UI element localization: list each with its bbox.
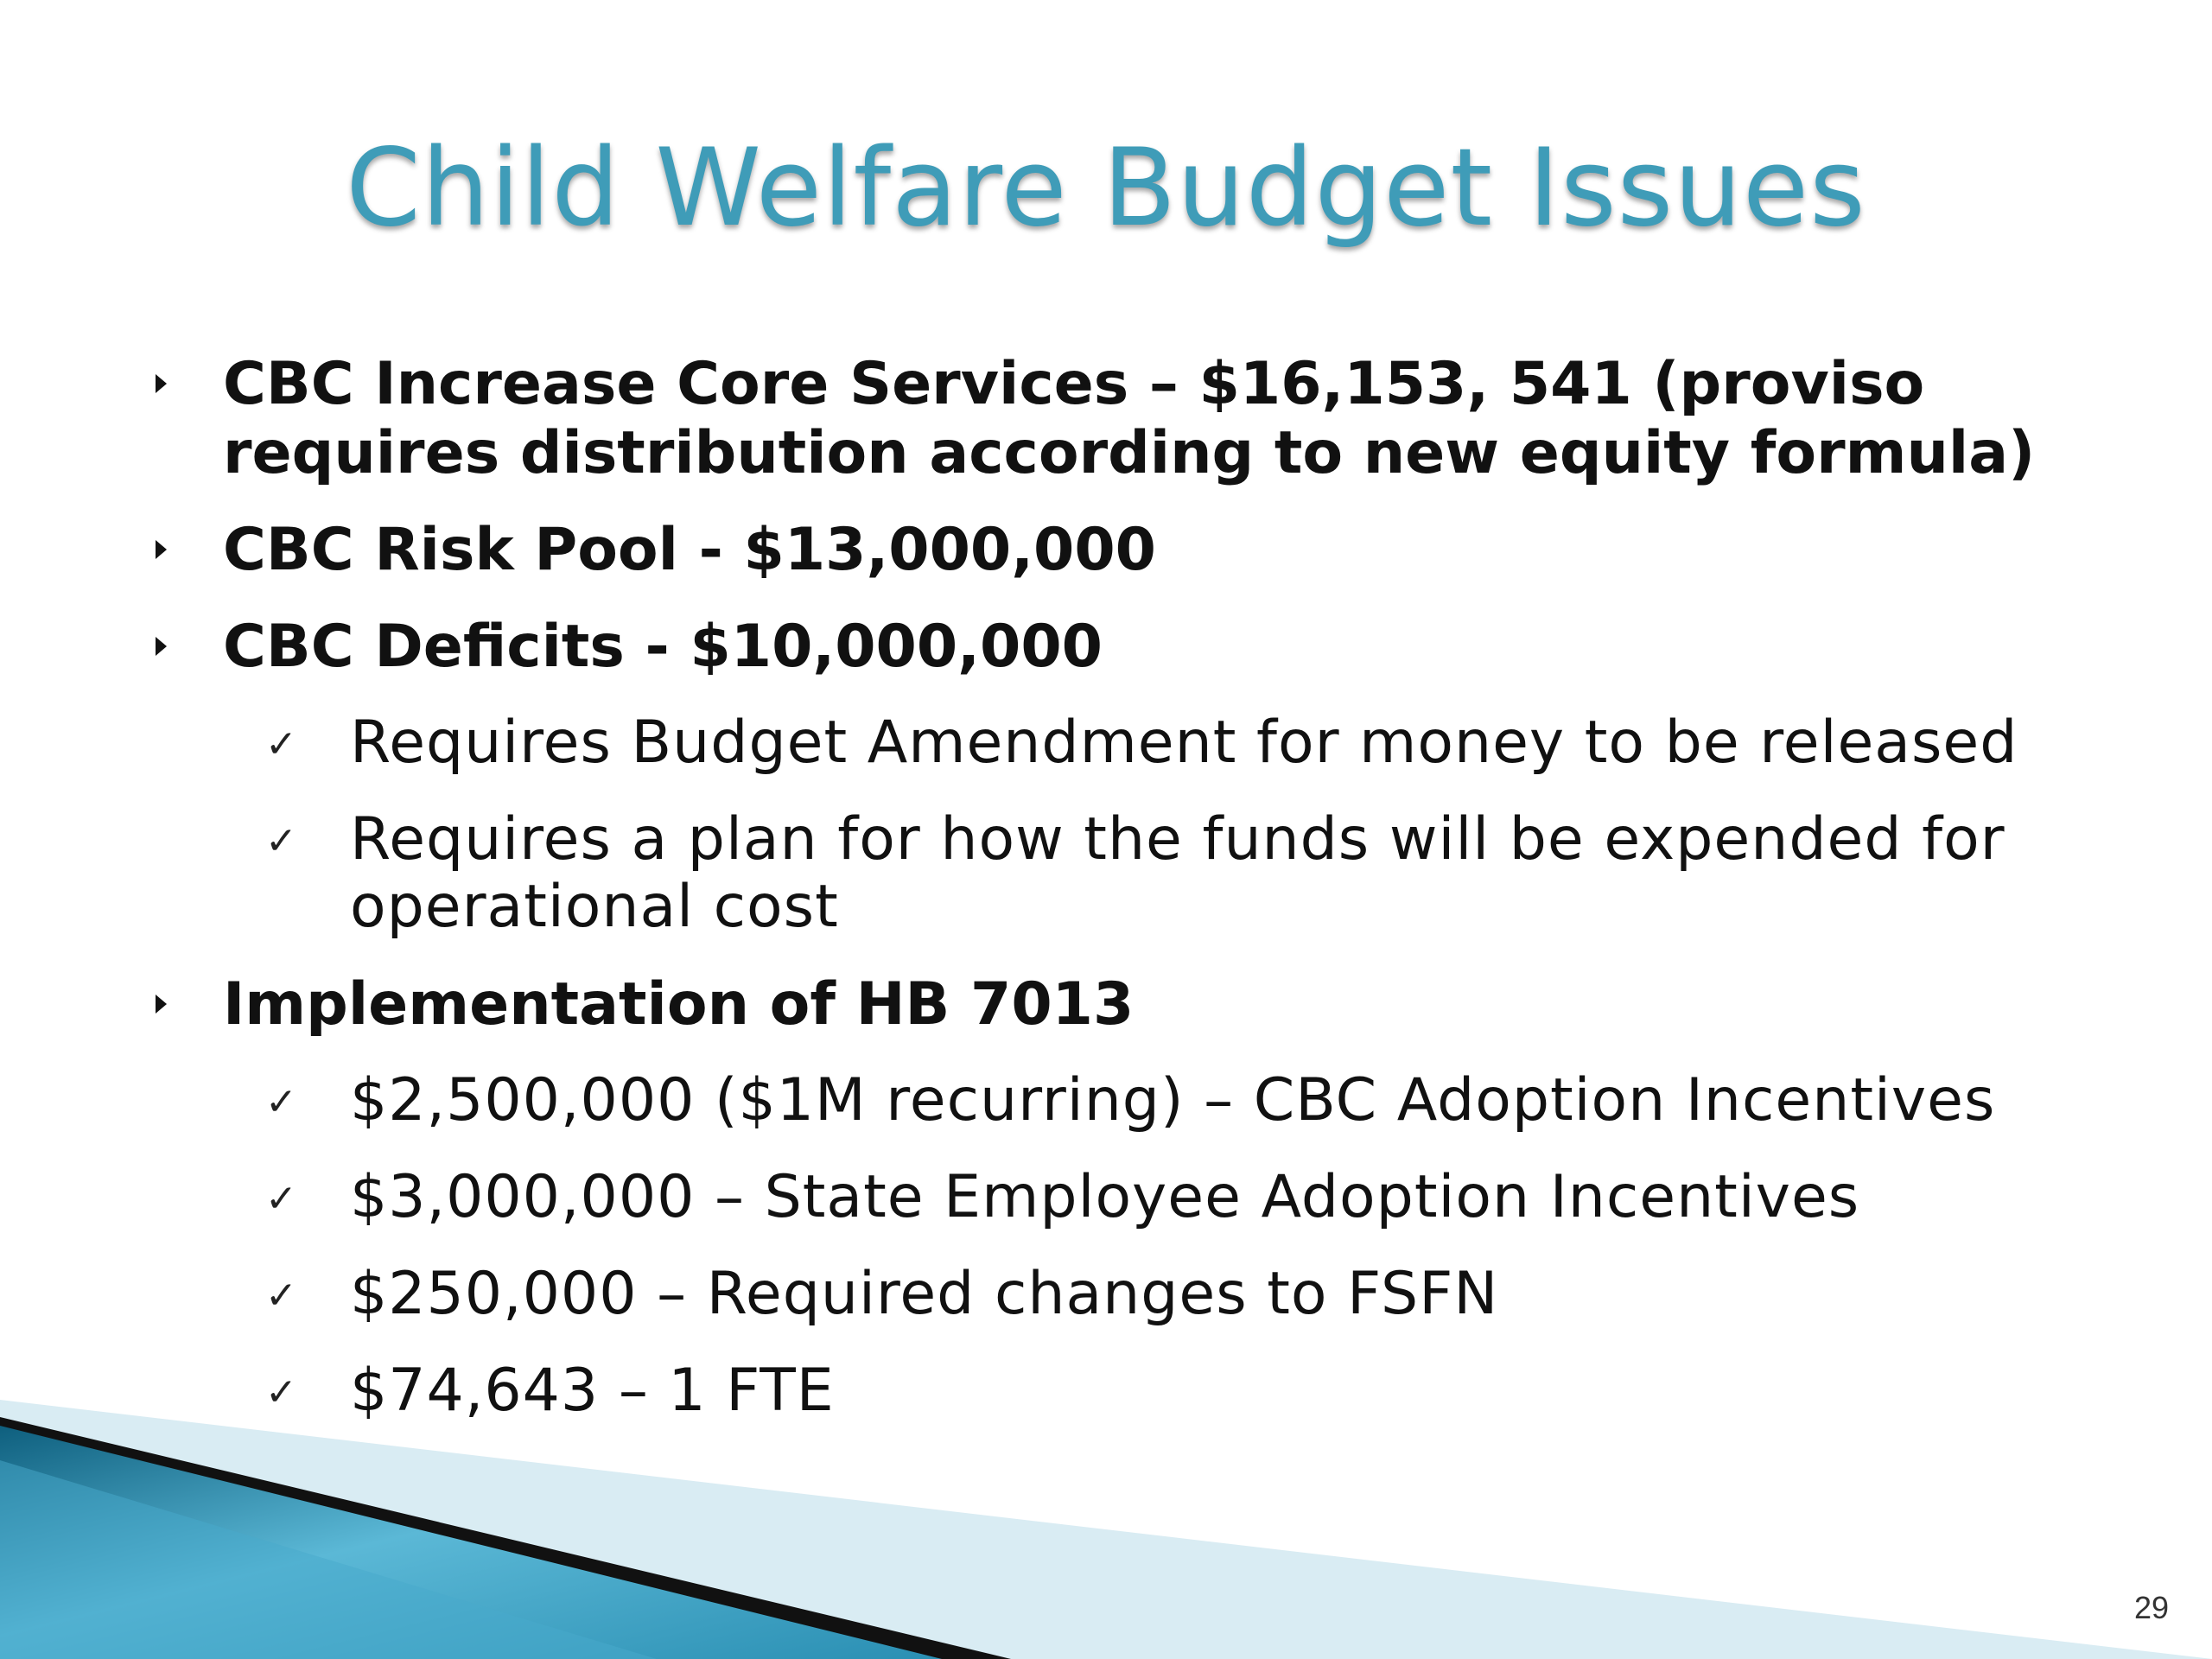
bullet-text: Implementation of HB 7013 (223, 970, 1135, 1039)
checkmark-icon: ✓ (265, 1177, 298, 1221)
bullet-text: CBC Deficits - $10,000,000 (223, 613, 1103, 681)
bullet-item (156, 613, 2082, 682)
bullet-text: CBC Risk Pool - $13,000,000 (223, 516, 1156, 584)
slide-title: Child Welfare Budget Issues (346, 126, 1866, 251)
bullet-item (156, 970, 2082, 1039)
sub-bullet-item (156, 1067, 2082, 1135)
page-number: 29 (2133, 1590, 2169, 1625)
bullet-item (156, 350, 2082, 488)
triangle-bullet-icon (156, 995, 167, 1014)
checkmark-icon: ✓ (265, 1080, 298, 1124)
sub-bullet-item (156, 1261, 2082, 1328)
triangle-bullet-icon (156, 374, 167, 393)
bullet-list (156, 350, 2082, 1454)
sub-bullet-text: $2,500,000 ($1M recurring) – CBC Adoption Incentives (350, 1066, 1996, 1135)
sub-bullet-text: $3,000,000 – State Employee Adoption Incentives (350, 1163, 1860, 1231)
sub-bullet-item (156, 1164, 2082, 1231)
sub-bullet-text: $250,000 – Required changes to FSFN (350, 1260, 1499, 1328)
checkmark-icon: ✓ (265, 819, 298, 863)
sub-bullet-item (156, 709, 2082, 777)
triangle-bullet-icon (156, 540, 167, 559)
checkmark-icon: ✓ (265, 1370, 298, 1414)
sub-bullet-text: $74,643 – 1 FTE (350, 1357, 835, 1425)
triangle-bullet-icon (156, 637, 167, 656)
checkmark-icon: ✓ (265, 1274, 298, 1318)
bullet-text: CBC Increase Core Services – $16,153, 541 (proviso requires distribution according to new equity formula) (223, 350, 2036, 487)
sub-bullet-item (156, 806, 2082, 941)
sub-bullet-item (156, 1357, 2082, 1425)
checkmark-icon: ✓ (265, 722, 298, 766)
sub-bullet-text: Requires Budget Amendment for money to be released (350, 709, 2018, 777)
sub-bullet-text: Requires a plan for how the funds will be expended for operational cost (350, 805, 2005, 941)
bullet-item (156, 516, 2082, 585)
